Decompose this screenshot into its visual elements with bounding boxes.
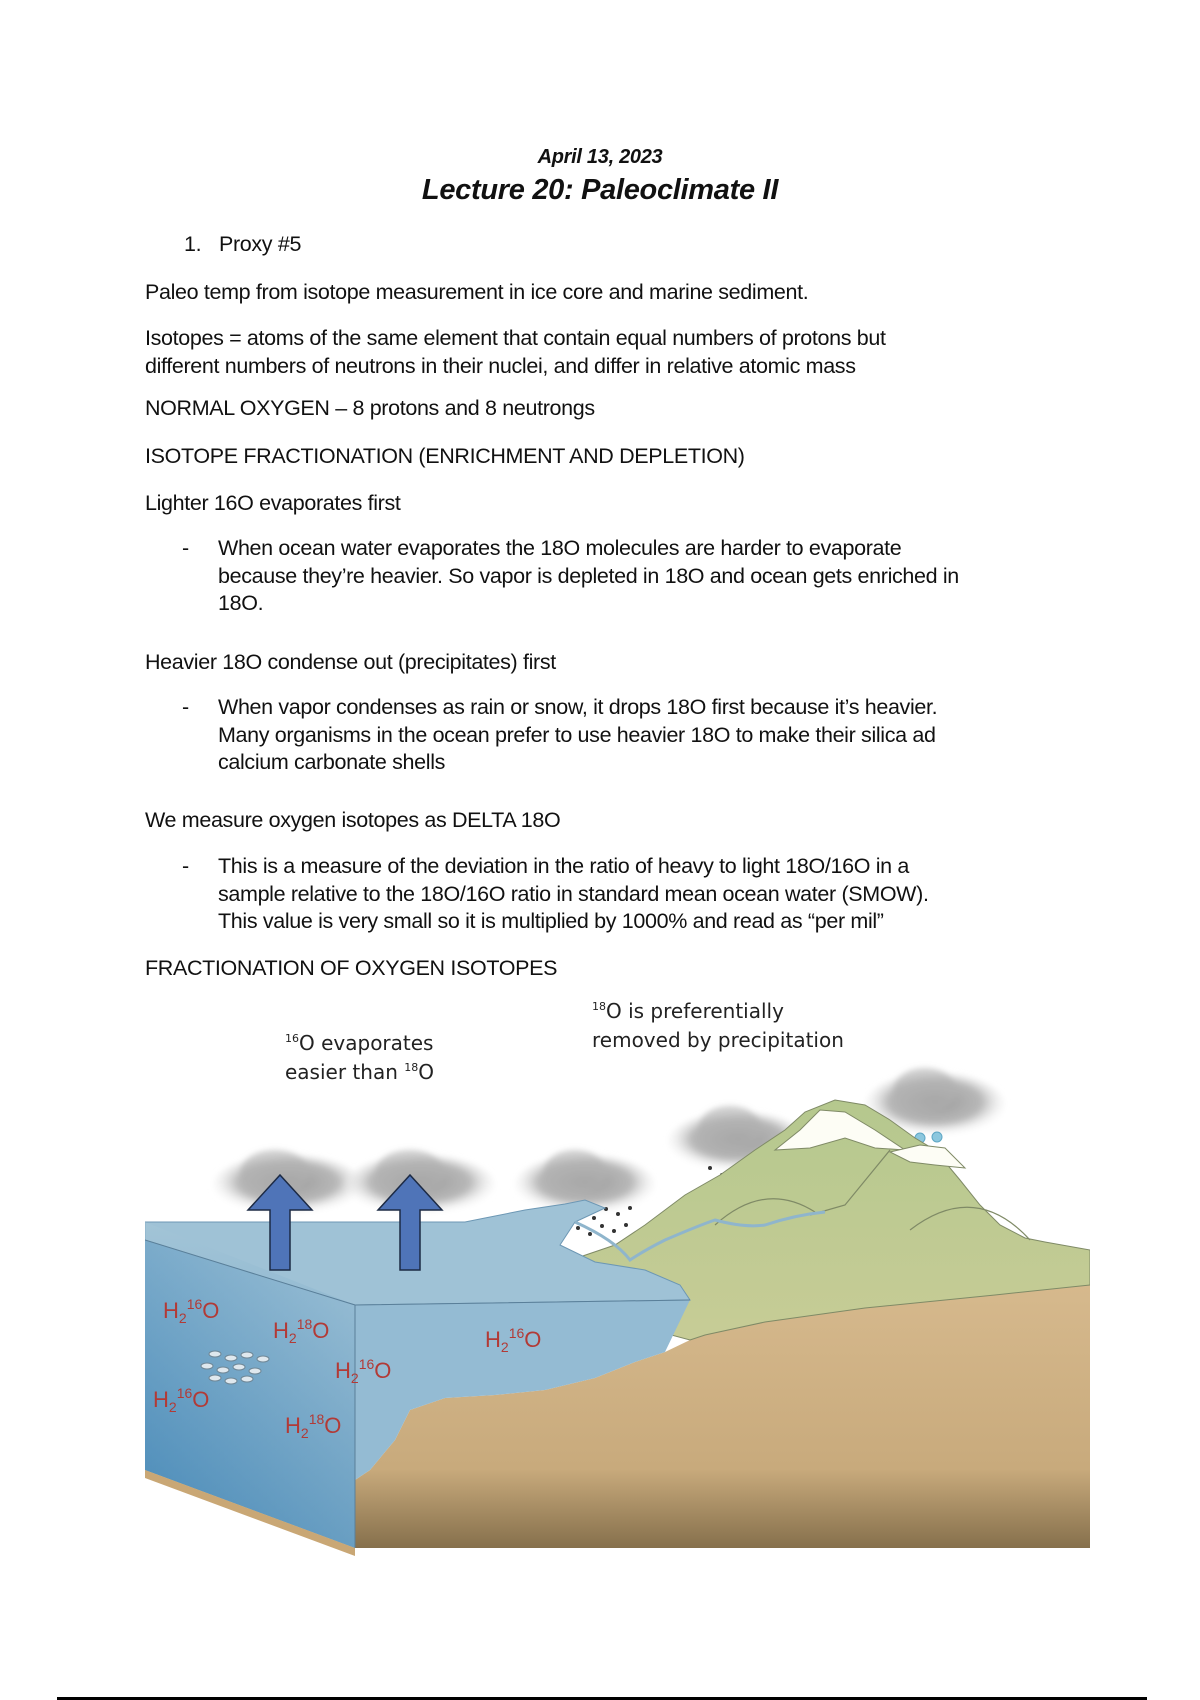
text-line: This is a measure of the deviation in the ratio of heavy to light 18O/16O in a	[218, 854, 909, 878]
text-line: When ocean water evaporates the 18O molecules are harder to evaporate	[218, 536, 902, 560]
paragraph-heavier-condense: Heavier 18O condense out (precipitates) first	[145, 650, 556, 674]
text-line: This value is very small so it is multiplied by 1000% and read as “per mil”	[218, 909, 884, 933]
paragraph-isotopes-definition	[145, 324, 1105, 380]
paragraph-normal-oxygen: NORMAL OXYGEN – 8 protons and 8 neutrongs	[145, 396, 595, 420]
bullet-text	[218, 694, 1098, 777]
text-line: Isotopes = atoms of the same element that contain equal numbers of protons but	[145, 326, 886, 350]
text-line: When vapor condenses as rain or snow, it drops 18O first because it’s heavier.	[218, 695, 938, 719]
paragraph-isotope-fractionation: ISOTOPE FRACTIONATION (ENRICHMENT AND DEPLETION)	[145, 444, 745, 468]
paragraph-paleo-temp: Paleo temp from isotope measurement in ice core and marine sediment.	[145, 280, 809, 304]
caption-precipitation	[592, 1000, 844, 1052]
bullet-text	[218, 535, 1098, 618]
bullet-dash: -	[182, 695, 189, 719]
bullet-dash: -	[182, 536, 189, 560]
label-h2-18o: $H_2^{18}O$	[285, 1411, 342, 1441]
svg-text:easier than 18O: easier than $^{18}$O	[285, 1060, 434, 1084]
oxygen-isotope-fractionation-diagram	[145, 1000, 1090, 1560]
lecture-title: Lecture 20: Paleoclimate II	[421, 174, 779, 206]
text-line: calcium carbonate shells	[218, 750, 446, 774]
section-heading-fractionation: FRACTIONATION OF OXYGEN ISOTOPES	[145, 956, 558, 980]
lecture-date: April 13, 2023	[537, 146, 663, 168]
paragraph-lighter-evaporates: Lighter 16O evaporates first	[145, 491, 401, 515]
label-h2-16o: $H_2^{16}O$	[335, 1356, 392, 1386]
label-h2-16o: $H_2^{16}O$	[153, 1385, 210, 1415]
list-item-label: Proxy #5	[219, 232, 302, 256]
numbered-list-item	[184, 230, 301, 258]
svg-text:16O evaporates: $^{16}$O evaporates	[285, 1031, 434, 1055]
label-h2-16o: $H_2^{16}O$	[485, 1325, 542, 1355]
bullet-text	[218, 853, 1098, 936]
list-number: 1.	[184, 232, 202, 256]
text-line: sample relative to the 18O/16O ratio in standard mean ocean water (SMOW).	[218, 881, 929, 906]
svg-text:18O is preferentially: $^{18}$O is preferentially	[592, 1000, 784, 1023]
label-h2-16o: $H_2^{16}O$	[163, 1296, 220, 1326]
caption-evaporation	[285, 1031, 434, 1084]
text-line: 18O.	[218, 591, 264, 615]
text-line: Many organisms in the ocean prefer to use heavier 18O to make their silica ad	[218, 722, 936, 747]
bullet-dash: -	[182, 854, 189, 878]
svg-text:removed by precipitation: removed by precipitation	[592, 1028, 844, 1052]
paragraph-delta-18o: We measure oxygen isotopes as DELTA 18O	[145, 808, 561, 832]
label-h2-18o: $H_2^{18}O$	[273, 1316, 330, 1346]
text-line: different numbers of neutrons in their nuclei, and differ in relative atomic mass	[145, 354, 856, 378]
text-line: because they’re heavier. So vapor is depleted in 18O and ocean gets enriched in	[218, 563, 959, 588]
